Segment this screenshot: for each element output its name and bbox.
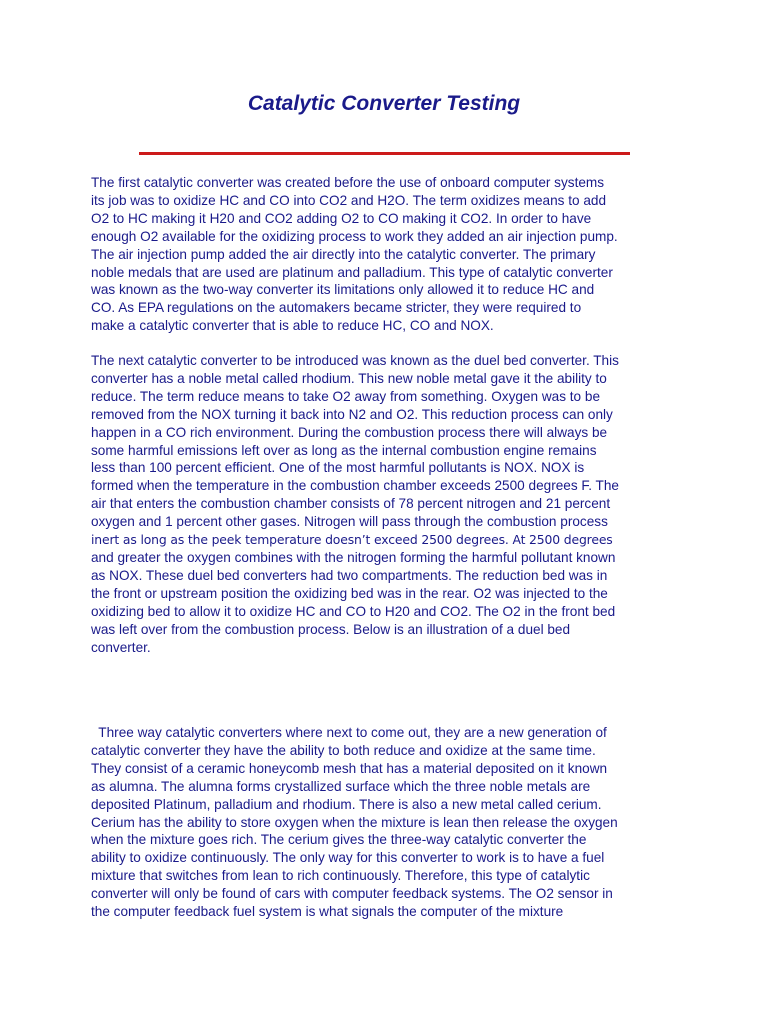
page-title: Catalytic Converter Testing (247, 92, 521, 115)
text-line: happen in a CO rich environment. During the combustion process there will always be (91, 424, 608, 440)
text-line: as alumna. The alumna forms crystallized surface which the three noble metals are (91, 778, 591, 794)
text-line: the computer feedback fuel system is what signals the computer of the mixture (91, 904, 564, 920)
paragraph-first-converter (91, 174, 691, 335)
text-line: oxidizing bed to allow it to oxidize HC and CO to H20 and CO2. The O2 in the front bed (91, 603, 616, 619)
text-line: They consist of a ceramic honeycomb mesh that has a material deposited on it known (91, 760, 608, 776)
text-line: noble medals that are used are platinum and palladium. This type of catalytic converter (91, 264, 613, 280)
text-line: ability to oxidize continuously. The only way for this converter to work is to have a fuel (91, 850, 605, 866)
text-line: was left over from the combustion process. Below is an illustration of a duel bed (91, 621, 571, 637)
text-line: formed when the temperature in the combustion chamber exceeds 2500 degrees F. The (91, 478, 619, 494)
text-line: air that enters the combustion chamber consists of 78 percent nitrogen and 21 percent (91, 496, 611, 512)
text-line: enough O2 available for the oxidizing process to work they added an air injection pump. (91, 228, 618, 244)
text-line: when the mixture goes rich. The cerium gives the three-way catalytic converter the (91, 832, 587, 848)
text-line: reduce. The term reduce means to take O2 away from something. Oxygen was to be (91, 388, 601, 404)
text-line: O2 to HC making it H20 and CO2 adding O2 to CO making it CO2. In order to have (91, 210, 592, 226)
paragraph-three-way-converter (91, 724, 691, 921)
text-line: oxygen and 1 percent other gases. Nitrogen will pass through the combustion process (91, 514, 608, 530)
text-line: some harmful emissions left over as long as the internal combustion engine remains (91, 442, 597, 458)
text-line: as NOX. These duel bed converters had two compartments. The reduction bed was in (91, 567, 608, 583)
text-line: catalytic converter they have the ability to both reduce and oxidize at the same time. (91, 742, 596, 758)
text-line: converter has a noble metal called rhodium. This new noble metal gave it the ability to (91, 370, 607, 386)
text-line: its job was to oxidize HC and CO into CO2 and H2O. The term oxidizes means to add (91, 192, 607, 208)
text-line: removed from the NOX turning it back into N2 and O2. This reduction process can only (91, 406, 613, 422)
text-line: The next catalytic converter to be introduced was known as the duel bed converter. This (91, 353, 619, 368)
text-line: The first catalytic converter was created before the use of onboard computer systems (91, 175, 605, 190)
text-line: the front or upstream position the oxidizing bed was in the rear. O2 was injected to the (91, 585, 608, 601)
text-line: make a catalytic converter that is able to reduce HC, CO and NOX. (91, 318, 494, 334)
text-line: mixture that switches from lean to rich continuously. Therefore, this type of catalytic (91, 868, 590, 884)
text-line: deposited Platinum, palladium and rhodium. There is also a new metal called cerium. (91, 796, 602, 812)
text-line: less than 100 percent efficient. One of the most harmful pollutants is NOX. NOX is (91, 460, 585, 476)
text-line: Cerium has the ability to store oxygen when the mixture is lean then release the oxygen (91, 814, 618, 830)
paragraph-duel-bed-converter (91, 352, 691, 656)
text-line: converter will only be found of cars with computer feedback systems. The O2 sensor in (91, 886, 613, 902)
text-line: The air injection pump added the air directly into the catalytic converter. The primary (91, 246, 596, 262)
text-line: and greater the oxygen combines with the nitrogen forming the harmful pollutant known (91, 549, 616, 565)
text-line: Three way catalytic converters where next to come out, they are a new generation of (91, 725, 607, 740)
text-line: converter. (91, 639, 151, 655)
text-line: inert as long as the peek temperature doesn’t exceed 2500 degrees. At 2500 degrees (91, 532, 613, 548)
title-divider (139, 152, 630, 155)
text-line: was known as the two-way converter its limitations only allowed it to reduce HC and (91, 282, 595, 298)
text-line: CO. As EPA regulations on the automakers became stricter, they were required to (91, 300, 582, 316)
